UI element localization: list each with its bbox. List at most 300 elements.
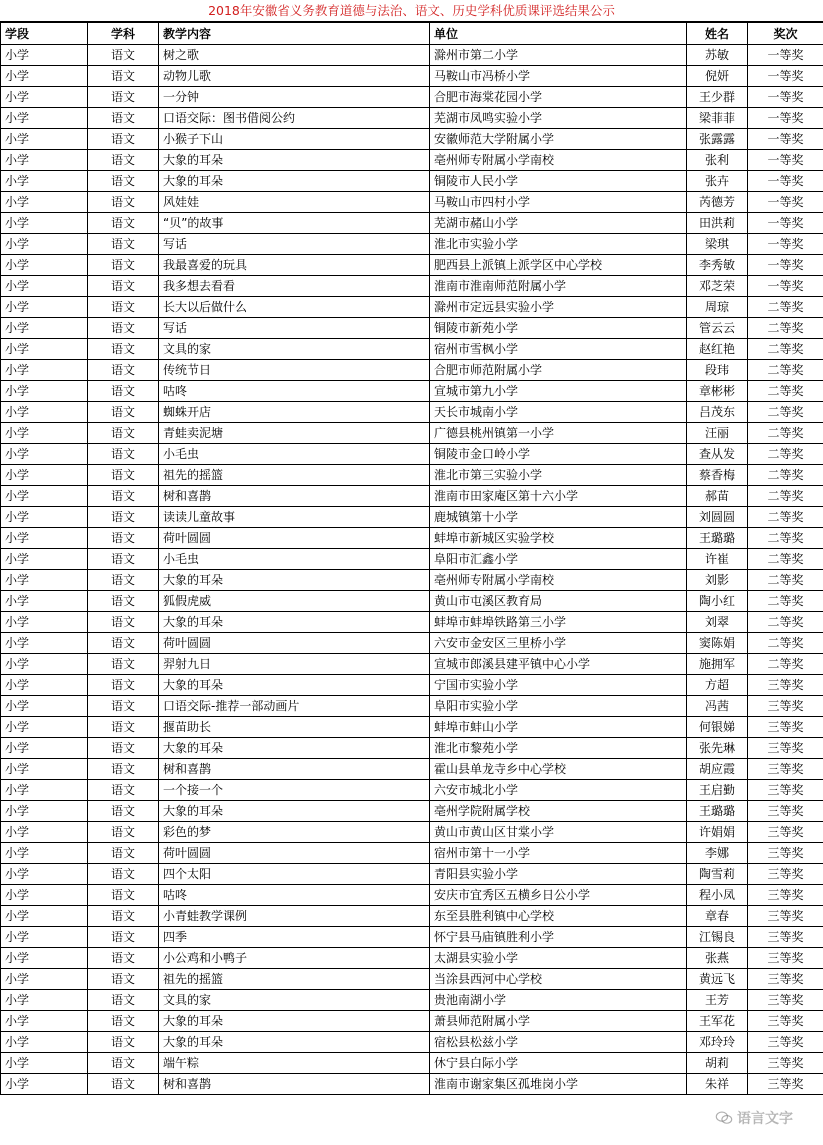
table-row [1, 843, 823, 864]
cell-subject: 语文 [88, 549, 159, 570]
table-row [1, 822, 823, 843]
cell-award: 三等奖 [748, 969, 823, 990]
cell-unit: 蚌埠市新城区实验学校 [430, 528, 687, 549]
cell-content: 大象的耳朵 [159, 612, 430, 633]
cell-unit: 滁州市第二小学 [430, 45, 687, 66]
cell-subject: 语文 [88, 192, 159, 213]
cell-subject: 语文 [88, 990, 159, 1011]
cell-award: 二等奖 [748, 570, 823, 591]
cell-name: 许崔 [687, 549, 748, 570]
cell-unit: 铜陵市人民小学 [430, 171, 687, 192]
cell-stage: 小学 [1, 948, 88, 969]
watermark-text: 语言文字 [737, 1111, 793, 1127]
cell-subject: 语文 [88, 507, 159, 528]
cell-stage: 小学 [1, 759, 88, 780]
table-row [1, 213, 823, 234]
header-subject: 学科 [88, 23, 159, 45]
cell-award: 三等奖 [748, 1053, 823, 1074]
cell-award: 一等奖 [748, 108, 823, 129]
table-row [1, 780, 823, 801]
table-row [1, 990, 823, 1011]
cell-name: 管云云 [687, 318, 748, 339]
cell-subject: 语文 [88, 402, 159, 423]
cell-name: 王少群 [687, 87, 748, 108]
cell-name: 陶雪莉 [687, 864, 748, 885]
cell-subject: 语文 [88, 843, 159, 864]
cell-stage: 小学 [1, 885, 88, 906]
cell-content: 风娃娃 [159, 192, 430, 213]
cell-content: 树和喜鹊 [159, 486, 430, 507]
cell-unit: 合肥市师范附属小学 [430, 360, 687, 381]
cell-name: 江锡良 [687, 927, 748, 948]
cell-unit: 肥西县上派镇上派学区中心学校 [430, 255, 687, 276]
cell-content: 一个接一个 [159, 780, 430, 801]
table-row [1, 759, 823, 780]
cell-stage: 小学 [1, 612, 88, 633]
cell-stage: 小学 [1, 255, 88, 276]
cell-stage: 小学 [1, 192, 88, 213]
cell-content: 文具的家 [159, 339, 430, 360]
table-row [1, 45, 823, 66]
cell-content: 荷叶圆圆 [159, 843, 430, 864]
cell-stage: 小学 [1, 465, 88, 486]
table-row [1, 969, 823, 990]
cell-stage: 小学 [1, 969, 88, 990]
table-row [1, 171, 823, 192]
cell-name: 邓玲玲 [687, 1032, 748, 1053]
cell-stage: 小学 [1, 150, 88, 171]
table-row [1, 486, 823, 507]
cell-unit: 东至县胜利镇中心学校 [430, 906, 687, 927]
cell-name: 刘翠 [687, 612, 748, 633]
cell-stage: 小学 [1, 171, 88, 192]
cell-name: 许娟娟 [687, 822, 748, 843]
cell-award: 三等奖 [748, 843, 823, 864]
cell-stage: 小学 [1, 234, 88, 255]
cell-name: 章春 [687, 906, 748, 927]
cell-content: 口语交际：图书借阅公约 [159, 108, 430, 129]
table-row [1, 423, 823, 444]
cell-award: 二等奖 [748, 423, 823, 444]
cell-name: 倪妍 [687, 66, 748, 87]
cell-subject: 语文 [88, 759, 159, 780]
cell-award: 三等奖 [748, 738, 823, 759]
cell-stage: 小学 [1, 549, 88, 570]
cell-subject: 语文 [88, 675, 159, 696]
cell-stage: 小学 [1, 696, 88, 717]
cell-content: 小毛虫 [159, 444, 430, 465]
cell-award: 三等奖 [748, 675, 823, 696]
cell-unit: 青阳县实验小学 [430, 864, 687, 885]
cell-award: 一等奖 [748, 234, 823, 255]
cell-award: 二等奖 [748, 465, 823, 486]
cell-award: 二等奖 [748, 297, 823, 318]
cell-subject: 语文 [88, 108, 159, 129]
cell-unit: 铜陵市新苑小学 [430, 318, 687, 339]
cell-unit: 广德县桃州镇第一小学 [430, 423, 687, 444]
cell-name: 李秀敏 [687, 255, 748, 276]
cell-stage: 小学 [1, 591, 88, 612]
wechat-icon [715, 1111, 733, 1125]
cell-subject: 语文 [88, 570, 159, 591]
cell-name: 梁琪 [687, 234, 748, 255]
cell-name: 吕茂东 [687, 402, 748, 423]
cell-stage: 小学 [1, 402, 88, 423]
cell-name: 邓芝荣 [687, 276, 748, 297]
cell-stage: 小学 [1, 297, 88, 318]
cell-award: 二等奖 [748, 612, 823, 633]
cell-content: 树和喜鹊 [159, 1074, 430, 1095]
cell-stage: 小学 [1, 486, 88, 507]
table-row [1, 1074, 823, 1095]
cell-content: 小猴子下山 [159, 129, 430, 150]
cell-name: 施拥军 [687, 654, 748, 675]
table-row [1, 339, 823, 360]
cell-award: 三等奖 [748, 948, 823, 969]
cell-unit: 马鞍山市四村小学 [430, 192, 687, 213]
cell-award: 一等奖 [748, 150, 823, 171]
table-row [1, 66, 823, 87]
cell-subject: 语文 [88, 129, 159, 150]
cell-content: 祖先的摇篮 [159, 969, 430, 990]
table-row [1, 654, 823, 675]
cell-content: 大象的耳朵 [159, 150, 430, 171]
cell-unit: 怀宁县马庙镇胜利小学 [430, 927, 687, 948]
cell-award: 三等奖 [748, 780, 823, 801]
cell-name: 汪丽 [687, 423, 748, 444]
table-row [1, 150, 823, 171]
cell-subject: 语文 [88, 948, 159, 969]
cell-subject: 语文 [88, 969, 159, 990]
cell-content: 大象的耳朵 [159, 801, 430, 822]
cell-award: 一等奖 [748, 192, 823, 213]
cell-subject: 语文 [88, 255, 159, 276]
table-header-row [1, 23, 823, 45]
cell-award: 三等奖 [748, 1074, 823, 1095]
cell-name: 窦陈娟 [687, 633, 748, 654]
cell-name: 芮德芳 [687, 192, 748, 213]
cell-unit: 六安市城北小学 [430, 780, 687, 801]
cell-subject: 语文 [88, 1032, 159, 1053]
cell-subject: 语文 [88, 465, 159, 486]
cell-name: 张利 [687, 150, 748, 171]
cell-content: 四个太阳 [159, 864, 430, 885]
cell-unit: 宿州市雪枫小学 [430, 339, 687, 360]
table-row [1, 864, 823, 885]
cell-content: 我最喜爱的玩具 [159, 255, 430, 276]
cell-award: 二等奖 [748, 339, 823, 360]
cell-name: 张露露 [687, 129, 748, 150]
cell-unit: 亳州学院附属学校 [430, 801, 687, 822]
cell-unit: 亳州师专附属小学南校 [430, 150, 687, 171]
table-row [1, 717, 823, 738]
cell-unit: 淮南市淮南师范附属小学 [430, 276, 687, 297]
cell-name: 王军花 [687, 1011, 748, 1032]
cell-name: 梁菲菲 [687, 108, 748, 129]
cell-content: 树和喜鹊 [159, 759, 430, 780]
cell-name: 张卉 [687, 171, 748, 192]
cell-name: 查从发 [687, 444, 748, 465]
cell-subject: 语文 [88, 486, 159, 507]
cell-stage: 小学 [1, 906, 88, 927]
cell-subject: 语文 [88, 234, 159, 255]
cell-stage: 小学 [1, 1074, 88, 1095]
cell-name: 李娜 [687, 843, 748, 864]
cell-award: 二等奖 [748, 360, 823, 381]
cell-stage: 小学 [1, 1032, 88, 1053]
cell-stage: 小学 [1, 276, 88, 297]
cell-unit: 安庆市宜秀区五横乡日公小学 [430, 885, 687, 906]
cell-name: 朱祥 [687, 1074, 748, 1095]
cell-name: 段玮 [687, 360, 748, 381]
cell-name: 王璐璐 [687, 801, 748, 822]
cell-unit: 宿松县松兹小学 [430, 1032, 687, 1053]
cell-content: 大象的耳朵 [159, 171, 430, 192]
cell-stage: 小学 [1, 654, 88, 675]
cell-name: 蔡香梅 [687, 465, 748, 486]
table-row [1, 318, 823, 339]
cell-name: 周琼 [687, 297, 748, 318]
cell-unit: 安徽师范大学附属小学 [430, 129, 687, 150]
cell-subject: 语文 [88, 906, 159, 927]
cell-name: 方超 [687, 675, 748, 696]
cell-award: 二等奖 [748, 507, 823, 528]
cell-content: “贝”的故事 [159, 213, 430, 234]
cell-stage: 小学 [1, 45, 88, 66]
cell-content: 揠苗助长 [159, 717, 430, 738]
table-row [1, 738, 823, 759]
cell-stage: 小学 [1, 423, 88, 444]
header-stage: 学段 [1, 23, 88, 45]
cell-subject: 语文 [88, 864, 159, 885]
cell-unit: 淮北市黎苑小学 [430, 738, 687, 759]
cell-award: 二等奖 [748, 381, 823, 402]
cell-award: 三等奖 [748, 927, 823, 948]
cell-award: 三等奖 [748, 1011, 823, 1032]
cell-award: 二等奖 [748, 402, 823, 423]
cell-award: 三等奖 [748, 801, 823, 822]
cell-subject: 语文 [88, 801, 159, 822]
cell-award: 三等奖 [748, 1032, 823, 1053]
cell-subject: 语文 [88, 612, 159, 633]
cell-unit: 当涂县西河中心学校 [430, 969, 687, 990]
cell-stage: 小学 [1, 633, 88, 654]
cell-unit: 铜陵市金口岭小学 [430, 444, 687, 465]
cell-name: 王璐璐 [687, 528, 748, 549]
cell-stage: 小学 [1, 1053, 88, 1074]
cell-stage: 小学 [1, 318, 88, 339]
cell-content: 荷叶圆圆 [159, 633, 430, 654]
cell-content: 大象的耳朵 [159, 738, 430, 759]
cell-content: 端午粽 [159, 1053, 430, 1074]
cell-award: 一等奖 [748, 45, 823, 66]
cell-award: 一等奖 [748, 255, 823, 276]
table-row [1, 612, 823, 633]
cell-stage: 小学 [1, 990, 88, 1011]
cell-stage: 小学 [1, 528, 88, 549]
header-award: 奖次 [748, 23, 823, 45]
cell-subject: 语文 [88, 318, 159, 339]
cell-award: 三等奖 [748, 696, 823, 717]
page-title: 2018年安徽省义务教育道德与法治、语文、历史学科优质课评选结果公示 [0, 0, 823, 22]
cell-stage: 小学 [1, 738, 88, 759]
cell-content: 大象的耳朵 [159, 675, 430, 696]
cell-subject: 语文 [88, 381, 159, 402]
cell-award: 二等奖 [748, 444, 823, 465]
table-body [1, 45, 823, 1095]
cell-subject: 语文 [88, 591, 159, 612]
cell-unit: 淮南市田家庵区第十六小学 [430, 486, 687, 507]
cell-name: 冯茜 [687, 696, 748, 717]
cell-stage: 小学 [1, 570, 88, 591]
table-row [1, 444, 823, 465]
cell-name: 王芳 [687, 990, 748, 1011]
table-row [1, 948, 823, 969]
cell-stage: 小学 [1, 339, 88, 360]
cell-unit: 淮南市谢家集区孤堆岗小学 [430, 1074, 687, 1095]
cell-unit: 黄山市屯溪区教育局 [430, 591, 687, 612]
cell-content: 羿射九日 [159, 654, 430, 675]
cell-name: 陶小红 [687, 591, 748, 612]
cell-subject: 语文 [88, 528, 159, 549]
cell-unit: 宣城市郎溪县建平镇中心小学 [430, 654, 687, 675]
table-row [1, 801, 823, 822]
cell-subject: 语文 [88, 150, 159, 171]
table-row [1, 570, 823, 591]
table-row [1, 528, 823, 549]
cell-subject: 语文 [88, 696, 159, 717]
cell-name: 郝苗 [687, 486, 748, 507]
cell-unit: 滁州市定远县实验小学 [430, 297, 687, 318]
cell-stage: 小学 [1, 822, 88, 843]
cell-name: 黄远飞 [687, 969, 748, 990]
cell-content: 荷叶圆圆 [159, 528, 430, 549]
cell-content: 四季 [159, 927, 430, 948]
cell-award: 一等奖 [748, 87, 823, 108]
cell-name: 章彬彬 [687, 381, 748, 402]
cell-subject: 语文 [88, 780, 159, 801]
cell-content: 我多想去看看 [159, 276, 430, 297]
cell-content: 写话 [159, 234, 430, 255]
cell-unit: 霍山县单龙寺乡中心学校 [430, 759, 687, 780]
cell-stage: 小学 [1, 864, 88, 885]
cell-award: 二等奖 [748, 486, 823, 507]
table-row [1, 360, 823, 381]
cell-award: 二等奖 [748, 633, 823, 654]
cell-content: 彩色的梦 [159, 822, 430, 843]
cell-stage: 小学 [1, 843, 88, 864]
cell-award: 三等奖 [748, 759, 823, 780]
table-row [1, 927, 823, 948]
cell-stage: 小学 [1, 507, 88, 528]
cell-subject: 语文 [88, 822, 159, 843]
cell-unit: 六安市金安区三里桥小学 [430, 633, 687, 654]
results-table [0, 22, 823, 1095]
cell-subject: 语文 [88, 66, 159, 87]
cell-unit: 宿州市第十一小学 [430, 843, 687, 864]
cell-unit: 芜湖市凤鸣实验小学 [430, 108, 687, 129]
cell-award: 一等奖 [748, 213, 823, 234]
cell-unit: 马鞍山市冯桥小学 [430, 66, 687, 87]
table-row [1, 255, 823, 276]
table-row [1, 108, 823, 129]
cell-stage: 小学 [1, 108, 88, 129]
cell-unit: 合肥市海棠花园小学 [430, 87, 687, 108]
table-row [1, 696, 823, 717]
cell-unit: 天长市城南小学 [430, 402, 687, 423]
watermark [715, 1108, 793, 1128]
cell-award: 一等奖 [748, 276, 823, 297]
cell-unit: 蚌埠市蚌山小学 [430, 717, 687, 738]
cell-content: 祖先的摇篮 [159, 465, 430, 486]
cell-award: 二等奖 [748, 654, 823, 675]
cell-content: 狐假虎威 [159, 591, 430, 612]
table-row [1, 885, 823, 906]
table-row [1, 297, 823, 318]
cell-award: 二等奖 [748, 318, 823, 339]
cell-subject: 语文 [88, 297, 159, 318]
cell-unit: 蚌埠市蚌埠铁路第三小学 [430, 612, 687, 633]
cell-unit: 淮北市实验小学 [430, 234, 687, 255]
cell-award: 一等奖 [748, 171, 823, 192]
cell-content: 一分钟 [159, 87, 430, 108]
cell-award: 三等奖 [748, 717, 823, 738]
cell-content: 文具的家 [159, 990, 430, 1011]
cell-stage: 小学 [1, 66, 88, 87]
cell-unit: 休宁县白际小学 [430, 1053, 687, 1074]
cell-subject: 语文 [88, 1074, 159, 1095]
header-unit: 单位 [430, 23, 687, 45]
cell-stage: 小学 [1, 927, 88, 948]
cell-subject: 语文 [88, 360, 159, 381]
cell-subject: 语文 [88, 927, 159, 948]
cell-unit: 芜湖市赭山小学 [430, 213, 687, 234]
cell-content: 树之歌 [159, 45, 430, 66]
cell-name: 刘圆圆 [687, 507, 748, 528]
cell-content: 大象的耳朵 [159, 1032, 430, 1053]
table-row [1, 906, 823, 927]
cell-award: 二等奖 [748, 591, 823, 612]
cell-subject: 语文 [88, 1053, 159, 1074]
cell-subject: 语文 [88, 87, 159, 108]
cell-content: 咕咚 [159, 885, 430, 906]
cell-subject: 语文 [88, 339, 159, 360]
cell-name: 胡莉 [687, 1053, 748, 1074]
cell-subject: 语文 [88, 444, 159, 465]
cell-content: 咕咚 [159, 381, 430, 402]
cell-subject: 语文 [88, 423, 159, 444]
cell-name: 田洪莉 [687, 213, 748, 234]
cell-name: 胡应霞 [687, 759, 748, 780]
cell-unit: 淮北市第三实验小学 [430, 465, 687, 486]
cell-award: 三等奖 [748, 906, 823, 927]
cell-unit: 宣城市第九小学 [430, 381, 687, 402]
cell-subject: 语文 [88, 171, 159, 192]
cell-unit: 太湖县实验小学 [430, 948, 687, 969]
cell-award: 二等奖 [748, 528, 823, 549]
table-row [1, 87, 823, 108]
table-row [1, 276, 823, 297]
cell-subject: 语文 [88, 654, 159, 675]
cell-award: 三等奖 [748, 822, 823, 843]
cell-subject: 语文 [88, 738, 159, 759]
cell-name: 程小凤 [687, 885, 748, 906]
cell-stage: 小学 [1, 675, 88, 696]
table-row [1, 381, 823, 402]
cell-name: 赵红艳 [687, 339, 748, 360]
cell-name: 苏敏 [687, 45, 748, 66]
cell-subject: 语文 [88, 45, 159, 66]
